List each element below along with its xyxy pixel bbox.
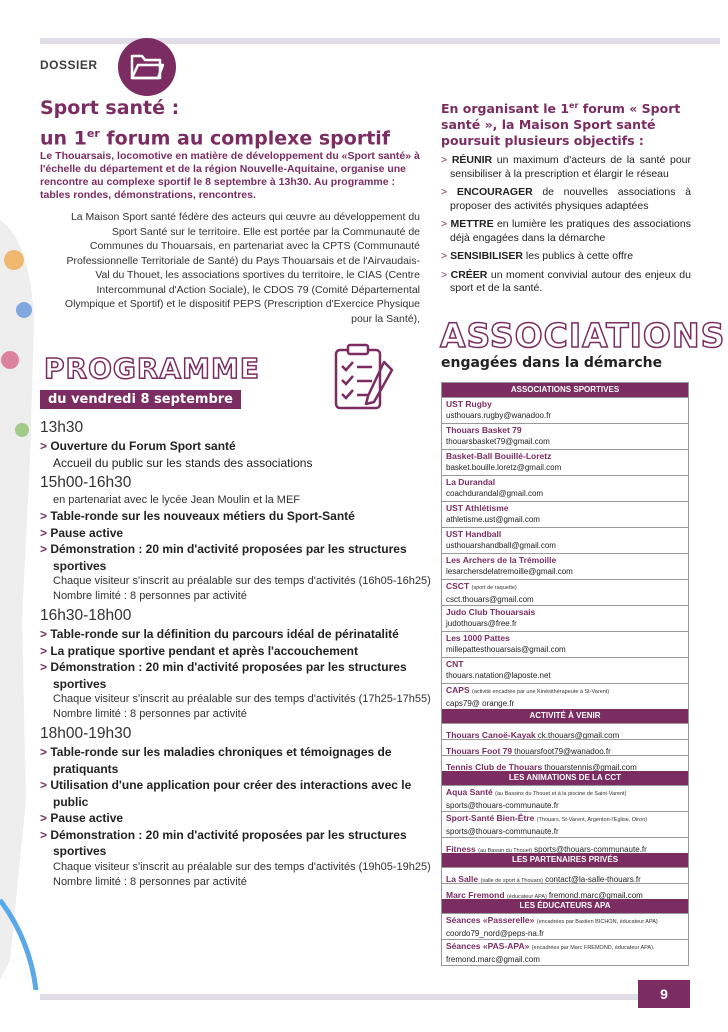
association-name bbox=[446, 844, 532, 853]
association-name bbox=[446, 941, 684, 954]
programme-item-text: Pause active bbox=[50, 811, 124, 825]
association-name-text: Les 1000 Pattes bbox=[446, 633, 510, 643]
association-row bbox=[442, 631, 688, 657]
association-row bbox=[442, 913, 688, 939]
programme-title: PROGRAMME bbox=[44, 352, 260, 385]
association-name-text: CNT bbox=[446, 659, 464, 669]
association-name bbox=[446, 451, 684, 462]
programme-slot bbox=[40, 606, 435, 722]
programme-item-text: Démonstration : 20 min d'activité proposées par les structures sportives bbox=[50, 660, 407, 691]
objective-verb: ENCOURAGER bbox=[456, 186, 533, 198]
association-row bbox=[442, 657, 688, 683]
association-email: millepattesthouarsais@gmail.com bbox=[446, 645, 566, 654]
association-name-text: UST Rugby bbox=[446, 399, 492, 409]
associations-subtitle: engagées dans la démarche bbox=[441, 355, 663, 371]
association-row bbox=[442, 449, 688, 475]
arrow-icon: > bbox=[441, 218, 451, 230]
arrow-icon: > bbox=[40, 627, 51, 641]
article-title bbox=[40, 96, 420, 151]
association-note: (sport de raquette) bbox=[471, 585, 517, 591]
programme-item bbox=[40, 659, 435, 692]
programme-item-text: Utilisation d'une application pour créer des interactions avec le public bbox=[50, 778, 412, 809]
objective-text: un moment convivial autour des enjeux du sport et de la santé. bbox=[450, 268, 691, 294]
programme-item bbox=[40, 827, 435, 860]
objective-item bbox=[441, 250, 691, 264]
programme-item-text: Ouverture du Forum Sport santé bbox=[50, 439, 236, 453]
objective-text: un maximum d'acteurs de la santé pour sensibiliser à la prescription et élargir le réseau bbox=[450, 154, 691, 180]
association-name bbox=[446, 730, 536, 739]
programme-item bbox=[40, 810, 435, 827]
arrow-icon: > bbox=[40, 811, 51, 825]
programme-item bbox=[40, 525, 435, 542]
title-line-1: Sport santé : bbox=[40, 97, 180, 119]
objective-item bbox=[441, 154, 691, 181]
association-email: contact@la-salle-thouars.fr bbox=[545, 875, 641, 883]
association-name bbox=[446, 915, 684, 928]
association-row bbox=[442, 939, 688, 965]
arrow-icon: > bbox=[441, 186, 457, 198]
association-email: ck.thouars@gmail.com bbox=[537, 731, 620, 739]
programme-note: Nombre limité : 8 personnes par activité bbox=[53, 590, 247, 602]
association-name bbox=[446, 399, 684, 410]
association-name bbox=[446, 659, 684, 670]
association-row bbox=[442, 579, 688, 605]
decorative-person-illustration bbox=[0, 200, 40, 1000]
arrow-icon: > bbox=[40, 509, 51, 523]
association-row bbox=[442, 811, 688, 837]
association-category: ASSOCIATIONS SPORTIVES bbox=[442, 383, 688, 397]
association-email: sports@thouars-communaute.fr bbox=[446, 827, 559, 836]
arrow-icon: > bbox=[40, 542, 51, 556]
association-note: (au Bassin du Thouet) bbox=[478, 848, 533, 853]
association-note: (activité encadrée par une Kinésithérapeute à St-Varent) bbox=[472, 689, 610, 695]
association-email: usthouars.rugby@wanadoo.fr bbox=[446, 411, 552, 420]
arrow-icon: > bbox=[441, 250, 451, 262]
page-number: 9 bbox=[638, 980, 690, 1008]
association-name bbox=[446, 813, 684, 826]
association-row bbox=[442, 867, 688, 883]
programme-item-text: Table-ronde sur les nouveaux métiers du Sport-Santé bbox=[50, 509, 355, 523]
association-name bbox=[446, 607, 684, 618]
programme-item bbox=[40, 744, 435, 777]
objective-verb: CRÉER bbox=[450, 268, 488, 281]
association-row bbox=[442, 723, 688, 739]
programme-slot bbox=[40, 418, 435, 471]
association-name-text: CSCT bbox=[446, 581, 470, 591]
programme-slot bbox=[40, 724, 435, 890]
slot-time: 18h00-19h30 bbox=[40, 725, 132, 742]
association-row bbox=[442, 605, 688, 631]
programme-note: Chaque visiteur s'inscrit au préalable sur des temps d'activités (19h05-19h25) bbox=[53, 860, 431, 873]
association-email: thouarsbasket79@gmail.com bbox=[446, 437, 550, 446]
association-row bbox=[442, 423, 688, 449]
arrow-icon: > bbox=[441, 268, 451, 281]
association-name bbox=[446, 874, 543, 883]
association-email: athletisme.ust@gmail.com bbox=[446, 515, 540, 524]
programme-item-text: Démonstration : 20 min d'activité proposées par les structures sportives bbox=[50, 542, 407, 573]
association-name-text: Aqua Santé bbox=[446, 787, 493, 797]
objective-text: en lumière les pratiques des associations déjà engagées dans la démarche bbox=[450, 218, 691, 244]
association-row bbox=[442, 739, 688, 755]
association-category: LES ANIMATIONS DE LA CCT bbox=[442, 771, 688, 785]
association-name-text: Judo Club Thouarsais bbox=[446, 607, 536, 617]
objective-item bbox=[441, 218, 691, 245]
association-email: judothouars@free.fr bbox=[446, 619, 517, 628]
association-email: sports@thouars-communaute.fr bbox=[446, 801, 559, 810]
arrow-icon: > bbox=[40, 827, 51, 842]
objective-item bbox=[441, 269, 691, 296]
association-name-text: Thouars Canoë-Kayak bbox=[446, 730, 536, 739]
association-name bbox=[446, 633, 684, 644]
title-line-2: un 1er forum au complexe sportif bbox=[40, 127, 391, 150]
association-email: thouarstennis@gmail.com bbox=[544, 763, 637, 771]
association-category: ACTIVITÉ À VENIR bbox=[442, 709, 688, 723]
association-name-text: La Durandal bbox=[446, 477, 496, 487]
association-name-text: Thouars Basket 79 bbox=[446, 425, 522, 435]
open-folder-icon bbox=[118, 38, 176, 96]
slot-time: 15h00-16h30 bbox=[40, 474, 132, 491]
arrow-icon: > bbox=[40, 745, 51, 759]
objectives-heading: En organisant le 1er forum « Sport santé », la Maison Sport santé poursuit plusieurs objectifs : bbox=[441, 101, 681, 149]
association-email: coordo79_nord@peps-na.fr bbox=[446, 929, 544, 938]
article-body: La Maison Sport santé fédère des acteurs qui œuvre au développement du Sport Santé sur le territoire. Elle est portée par la Communauté de Communes du Thouarsais, en partenariat avec la CPTS (Communauté Professionnelle Territoriale de Santé) du Pays Thouarsais et de l'Airvaudais-Val du Thouet, les associations sportives du territoire, le CIAS (Centre Intercommunal d'Action Sociale), le CDOS 79 (Comité Départemental Olympique et Sportif) et le dispositif PEPS (Prescription d'Exercice Physique pour la Santé), bbox=[64, 211, 420, 325]
programme-item bbox=[40, 643, 435, 660]
association-name bbox=[446, 503, 684, 514]
arrow-icon: > bbox=[40, 439, 51, 453]
objective-verb: SENSIBILISER bbox=[450, 250, 523, 262]
association-email: csct.thouars@gmail.com bbox=[446, 595, 534, 604]
programme-item bbox=[40, 626, 435, 643]
programme-detail: Accueil du public sur les stands des associations bbox=[53, 455, 313, 470]
association-name bbox=[446, 787, 684, 800]
association-row bbox=[442, 883, 688, 899]
programme-note: Nombre limité : 8 personnes par activité bbox=[53, 708, 247, 720]
association-name bbox=[446, 477, 684, 488]
arrow-icon: > bbox=[441, 154, 452, 166]
section-label: DOSSIER bbox=[40, 58, 98, 72]
arrow-icon: > bbox=[40, 660, 51, 674]
association-row bbox=[442, 837, 688, 853]
association-row bbox=[442, 397, 688, 423]
association-name bbox=[446, 762, 542, 771]
objective-text: de nouvelles associations à proposer des activités physiques adaptées bbox=[450, 186, 691, 212]
programme-item bbox=[40, 438, 435, 455]
association-note: (salle de sport à Thouars) bbox=[480, 878, 544, 883]
association-row bbox=[442, 785, 688, 811]
slot-time: 13h30 bbox=[40, 419, 84, 436]
association-note: (Thouars, St-Varent, Argenton-l'Eglise, Oiron) bbox=[536, 817, 648, 823]
objective-text: les publics à cette offre bbox=[523, 250, 634, 262]
objective-verb: RÉUNIR bbox=[451, 154, 493, 166]
association-name-text: Séances «PAS-APA» bbox=[446, 941, 530, 951]
association-name-text: Les Archers de la Trémoille bbox=[446, 555, 557, 565]
objective-verb: METTRE bbox=[450, 218, 494, 230]
association-name bbox=[446, 555, 684, 566]
association-category: LES ÉDUCATEURS APA bbox=[442, 899, 688, 913]
association-name bbox=[446, 746, 512, 755]
arrow-icon: > bbox=[40, 643, 51, 658]
programme-date: du vendredi 8 septembre bbox=[40, 390, 241, 409]
association-name-text: La Salle bbox=[446, 874, 479, 883]
checklist-icon bbox=[328, 342, 400, 419]
association-email: usthouarshandball@gmail.com bbox=[446, 541, 556, 550]
programme-note: Chaque visiteur s'inscrit au préalable sur des temps d'activités (16h05-16h25) bbox=[53, 575, 431, 587]
association-email: thouarsfoot79@wanadoo.fr bbox=[514, 747, 611, 755]
association-row bbox=[442, 553, 688, 579]
arrow-icon: > bbox=[40, 525, 51, 540]
association-email: fremond.marc@gmail.com bbox=[446, 955, 540, 964]
association-email: sports@thouars-communaute.fr bbox=[534, 845, 647, 853]
programme-item-text: Pause active bbox=[50, 525, 124, 540]
association-email: coachdurandal@gmail.com bbox=[446, 489, 544, 498]
programme-item bbox=[40, 777, 435, 810]
programme-item-text: Table-ronde sur la définition du parcours idéal de périnatalité bbox=[50, 627, 399, 641]
associations-title: ASSOCIATIONS bbox=[440, 316, 726, 355]
association-name bbox=[446, 685, 684, 698]
programme-item-text: La pratique sportive pendant et après l'accouchement bbox=[50, 643, 358, 658]
association-name-text: Thouars Foot 79 bbox=[446, 746, 513, 755]
bottom-divider-bar bbox=[40, 994, 640, 1000]
association-row bbox=[442, 755, 688, 771]
association-row bbox=[442, 501, 688, 527]
programme-item-text: Démonstration : 20 min d'activité proposées par les structures sportives bbox=[50, 827, 407, 858]
objective-item bbox=[441, 186, 691, 213]
association-name-text: Basket-Ball Bouillé-Loretz bbox=[446, 451, 552, 461]
association-note: (au Bassins du Thouet et à la piscine de Saint-Varent) bbox=[495, 791, 627, 797]
programme-item-text: Table-ronde sur les maladies chroniques et témoignages de pratiquants bbox=[50, 745, 392, 776]
association-email: fremond.marc@gmail.com bbox=[548, 891, 643, 899]
objectives-list bbox=[441, 154, 691, 301]
association-name-text: CAPS bbox=[446, 685, 470, 695]
association-name bbox=[446, 581, 684, 594]
association-name-text: Sport-Santé Bien-Être bbox=[446, 813, 535, 823]
association-row bbox=[442, 527, 688, 553]
association-note: (encadrées par Bastien BICHON, éducateur APA) bbox=[536, 919, 658, 925]
association-email: basket.bouille.loretz@gmail.com bbox=[446, 463, 562, 472]
association-row bbox=[442, 683, 688, 709]
programme-note: en partenariat avec le lycée Jean Moulin et la MEF bbox=[53, 494, 301, 506]
association-name bbox=[446, 890, 547, 899]
article-intro: Le Thouarsais, locomotive en matière de développement du «Sport santé» à l'échelle du département et de la région Nouvelle-Aquitaine, organise une rencontre au complexe sportif le 8 septembre à 13h30. Au programme : tables rondes, démonstrations, rencontres. bbox=[40, 150, 420, 201]
association-name-text: Tennis Club de Thouars bbox=[446, 762, 543, 771]
association-note: (éducateur APA) bbox=[506, 894, 547, 899]
association-name-text: UST Handball bbox=[446, 529, 502, 539]
association-name-text: Séances «Passerelle» bbox=[446, 915, 535, 925]
programme-schedule bbox=[40, 416, 435, 890]
programme-note: Nombre limité : 8 personnes par activité bbox=[53, 875, 247, 888]
association-email: thouars.natation@laposte.net bbox=[446, 671, 551, 680]
arrow-icon: > bbox=[40, 778, 51, 792]
association-name-text: Fitness bbox=[446, 844, 476, 853]
association-category: LES PARTENAIRES PRIVÉS bbox=[442, 853, 688, 867]
association-note: (encadrées par Marc FREMOND, éducateur APA). bbox=[531, 945, 655, 951]
programme-slot bbox=[40, 473, 435, 604]
association-name bbox=[446, 529, 684, 540]
slot-time: 16h30-18h00 bbox=[40, 607, 132, 624]
programme-note: Chaque visiteur s'inscrit au préalable sur des temps d'activités (17h25-17h55) bbox=[53, 693, 431, 705]
association-name-text: Marc Fremond bbox=[446, 890, 505, 899]
association-email: caps79@ orange.fr bbox=[446, 699, 515, 708]
association-name-text: UST Athlétisme bbox=[446, 503, 509, 513]
association-row bbox=[442, 475, 688, 501]
associations-table bbox=[441, 382, 689, 966]
association-email: lesarchersdelatremoille@gmail.com bbox=[446, 567, 573, 576]
programme-item bbox=[40, 508, 435, 525]
programme-item bbox=[40, 541, 435, 574]
association-name bbox=[446, 425, 684, 436]
